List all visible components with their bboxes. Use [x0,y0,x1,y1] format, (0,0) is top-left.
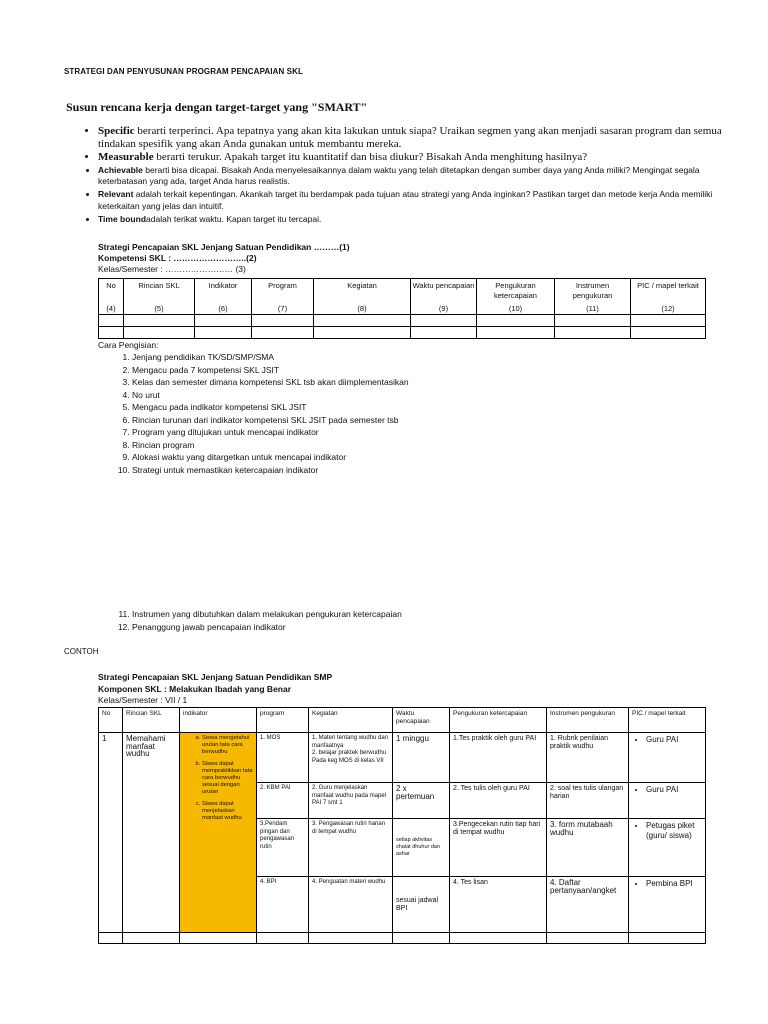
list-item: 9. Alokasi waktu yang ditargetkan untuk mencapai indikator [132,451,409,464]
smart-desc: berarti terukur. Apakah target itu kuantitatif dan bisa diukur? Bisakah Anda menghitung hasilnya? [153,151,588,163]
list-item: 6. Rincian turunan dari indikator kompetensi SKL JSIT pada semester tsb [132,414,409,427]
contoh-heading [98,672,332,707]
table-row [99,327,706,339]
pic-cell [629,877,706,933]
table-row [99,933,706,944]
template-header-row [99,279,706,315]
template-heading [98,242,350,275]
waktu-cell: 2 x pertemuan [393,783,450,819]
smart-desc: berarti terperinci. Apa tepatnya yang akan kita lakukan untuk siapa? Uraikan segmen yang akan menjadi sasaran program dan semua tindakan spesifik yang akan Anda gunakan untuk membantu mereka. [98,125,722,150]
header-cell: Program (7) [252,279,314,315]
smart-item-timebound [98,214,738,226]
header-cell: No [99,708,123,733]
instrumen-cell: 2. soal tes tulis ulangan harian [547,783,629,819]
header-cell: Kegiatan (8) [314,279,411,315]
instrumen-cell: 1. Rubrik penilaian praktik wudhu [547,733,629,783]
indikator-cell [180,733,257,933]
table-row [99,315,706,327]
contoh-komponen-line: Komponen SKL : Melakukan Ibadah yang Benar [98,683,292,694]
smart-subtitle: Susun rencana kerja dengan target-target yang "SMART" [66,100,368,114]
pengukuran-cell: 3.Pengecekan rutin tiap hari di tempat wudhu [450,819,547,877]
header-cell: Indikator (6) [195,279,252,315]
smart-term: Relevant [98,189,134,199]
smart-term: Measurable [98,151,154,163]
header-cell: Instrumen pengukuran [547,708,629,733]
list-item: 1. Jenjang pendidikan TK/SD/SMP/SMA [132,351,409,364]
list-item: 3. Kelas dan semester dimana kompetensi SKL tsb akan diimplementasikan [132,376,409,389]
smart-item-relevant [98,189,738,212]
kegiatan-cell: 1. Materi tentang wudhu dan manfaatnya 2. belajar praktek berwudhu Pada keg MOS di kelas VII [309,733,393,783]
template-strategy-line: Strategi Pencapaian SKL Jenjang Satuan Pendidikan ………(1) [98,242,350,252]
smart-term: Time bound [98,213,147,224]
list-item: 4. No urut [132,389,409,402]
contoh-header-row [99,708,706,733]
rincian-skl-cell: Memahami manfaat wudhu [123,733,180,933]
template-kompetensi-line: Kompetensi SKL : ……………………..(2) [98,253,257,263]
header-cell: Rincian SKL [123,708,180,733]
smart-item-measurable [98,151,738,164]
pengukuran-cell: 2. Tes tulis oleh guru PAI [450,783,547,819]
header-cell: indikator [180,708,257,733]
pic-cell [629,819,706,877]
pic-cell [629,783,706,819]
list-item: 7. Program yang ditujukan untuk mencapai indikator [132,426,409,439]
list-item: 2. Mengacu pada 7 kompetensi SKL JSIT [132,364,409,377]
template-table [98,278,706,339]
cara-pengisian-list-continued [98,608,402,633]
program-cell: 3.Pendam pingan dan pengawasan rutin [257,819,309,877]
smart-item-specific [98,125,738,150]
program-cell: 2. KBM PAI [257,783,309,819]
document-title: STRATEGI DAN PENYUSUNAN PROGRAM PENCAPAIAN SKL [64,67,303,76]
list-item: 12. Penanggung jawab pencapaian indikator [132,621,402,634]
smart-list [66,125,738,227]
table-row [99,733,706,783]
contoh-strategy-line: Strategi Pencapaian SKL Jenjang Satuan Pendidikan SMP [98,672,333,682]
pic-cell [629,733,706,783]
header-cell: PIC / mapel terkait (12) [631,279,706,315]
program-cell: 1. MOS [257,733,309,783]
list-item: 5. Mengacu pada indikator kompetensi SKL JSIT [132,401,409,414]
template-kelas-line: Kelas/Semester : …………………… (3) [98,264,246,274]
smart-term: Achievable [98,164,143,175]
header-cell: Pengukuran ketercapaian [450,708,547,733]
list-item: c. Siswa dapat menjelaskan manfaat wudhu [202,801,256,821]
header-cell: Rincian SKL (5) [124,279,195,315]
cara-pengisian-list [98,351,409,476]
cara-pengisian-title: Cara Pengisian: [98,340,159,350]
pengukuran-cell: 4. Tes lisan [450,877,547,933]
instrumen-cell: 4. Daftar pertanyaan/angket [547,877,629,933]
pengukuran-cell: 1.Tes praktik oleh guru PAI [450,733,547,783]
header-cell: Waktu pencapaian (9) [411,279,477,315]
program-cell: 4. BPI [257,877,309,933]
smart-term: Specific [98,125,135,137]
smart-desc: berarti bisa dicapai. Bisakah Anda menyelesaikannya dalam waktu yang telah ditetapkan dengan sumber daya yang Anda miliki? Mengingat segala keterbatasan yang ada, target Anda harus realistis. [98,164,700,186]
smart-desc: adalah terkait kepentingan. Akankah target itu berdampak pada tujuan atau strategi yang Anda inginkan? Pastikan target dan metode kerja Anda memiliki keterkaitan yang jelas dan intuitif. [98,189,713,211]
kegiatan-cell: 2. Guru menjelaskan manfaat wudhu pada mapel PAI 7 smt 1 [309,783,393,819]
header-cell: PIC / mapel terkait [629,708,706,733]
header-cell: program [257,708,309,733]
list-item: 10. Strategi untuk memastikan ketercapaian indikator [132,464,409,477]
contoh-table [98,707,706,944]
list-item: • Petugas piket (guru/ siswa) [646,821,702,841]
header-cell: Waktu pencapaian [393,708,450,733]
header-cell: Instrumen pengukuran (11) [555,279,631,315]
waktu-cell: sesuai jadwal BPI [393,877,450,933]
header-cell: Pengukuran ketercapaian (10) [477,279,555,315]
contoh-label: CONTOH [64,647,99,656]
kegiatan-cell: 3. Pengawasan rutin harian di tempat wudhu [309,819,393,877]
waktu-cell: setiap aktivitas shalat dhuhur dan ashar [393,819,450,877]
header-cell: Kegiatan [309,708,393,733]
list-item: • Pembina BPI [646,879,702,889]
list-item: 11. Instrumen yang dibutuhkan dalam melakukan pengukuran ketercapaian [132,608,402,621]
list-item: • Guru PAI [646,785,702,795]
list-item: a. Siswa mengetahui urutan tata cara berwudhu [202,735,256,755]
kegiatan-cell: 4. Penguatan materi wudhu [309,877,393,933]
waktu-cell: 1 minggu [393,733,450,783]
smart-desc: adalah terikat waktu. Kapan target itu tercapai. [146,213,322,224]
list-item: b. Siswa dapat mempraktikkan tata cara berwudhu sesuai dengan urutan [202,761,256,795]
list-item: • Guru PAI [646,735,702,745]
row-number: 1 [99,733,123,933]
list-item: 8. Rincian program [132,439,409,452]
header-cell: No (4) [99,279,124,315]
contoh-kelas-line: Kelas/Semester : VII / 1 [98,695,188,705]
smart-item-achievable [98,165,738,188]
instrumen-cell: 3. form mutabaah wudhu [547,819,629,877]
